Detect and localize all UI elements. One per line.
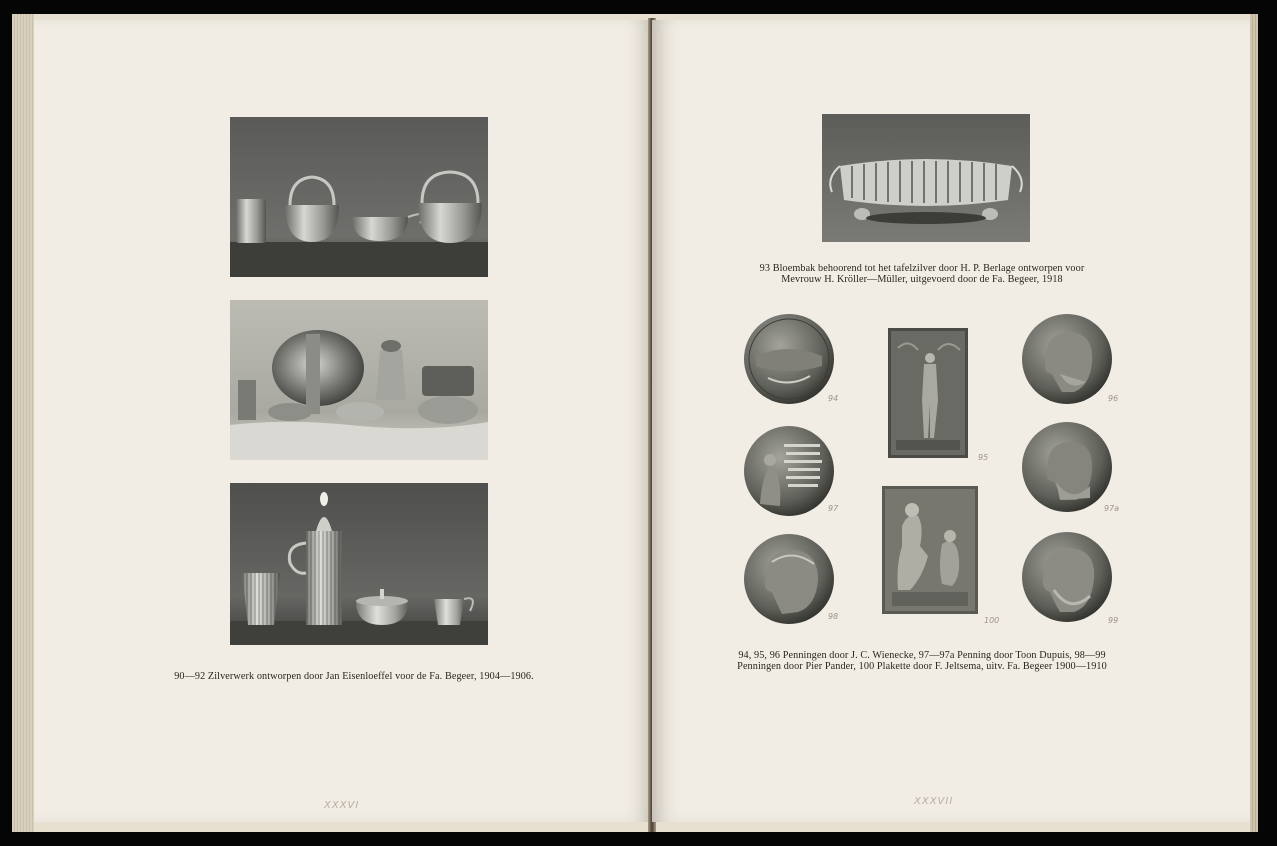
caption-93-line2: Mevrouw H. Kröller—Müller, uitgevoerd door de Fa. Begeer, 1918 — [781, 274, 1063, 285]
medal-99 — [1020, 530, 1114, 624]
page-edges-left — [12, 14, 34, 832]
caption-90-92: 90—92 Zilverwerk ontworpen door Jan Eisenloeffel voor de Fa. Begeer, 1904—1906. — [174, 671, 534, 682]
photo-flower-bowl — [822, 114, 1030, 242]
medal-97a — [1020, 420, 1114, 514]
photo-silverware-coffee-service — [230, 300, 488, 460]
caption-93-line1: 93 Bloembak behoorend tot het tafelzilver door H. P. Berlage ontworpen voor — [759, 263, 1085, 274]
right-page — [652, 20, 1250, 822]
mark-95: 95 — [978, 453, 989, 462]
photo-silverware-tea-set — [230, 117, 488, 277]
medal-94 — [742, 312, 839, 406]
left-page — [34, 20, 652, 822]
pencil-page-number-right: XXXVII — [914, 796, 954, 807]
caption-94-100-line2: Penningen door Pier Pander, 100 Plakette door F. Jeltsema, uitv. Fa. Begeer 1900—1910 — [737, 661, 1107, 672]
plaquette-100 — [882, 486, 978, 614]
medal-96 — [1020, 312, 1114, 406]
medal-97 — [742, 424, 839, 518]
page-edges-right — [1250, 14, 1258, 832]
photo-silverware-jug-set — [230, 483, 488, 645]
mark-97: 97 — [828, 504, 839, 513]
mark-99: 99 — [1108, 616, 1119, 625]
open-book — [12, 14, 1258, 832]
caption-94-100-line1: 94, 95, 96 Penningen door J. C. Wienecke, 97—97a Penning door Toon Dupuis, 98—99 — [738, 650, 1106, 661]
mark-98: 98 — [828, 612, 839, 621]
medal-98 — [742, 532, 839, 626]
mark-96: 96 — [1108, 394, 1119, 403]
plaquette-95 — [888, 328, 968, 458]
pencil-page-number-left: XXXVI — [324, 800, 360, 811]
mark-94: 94 — [828, 394, 839, 403]
mark-100: 100 — [984, 616, 1000, 625]
mark-97a: 97a — [1104, 504, 1120, 513]
